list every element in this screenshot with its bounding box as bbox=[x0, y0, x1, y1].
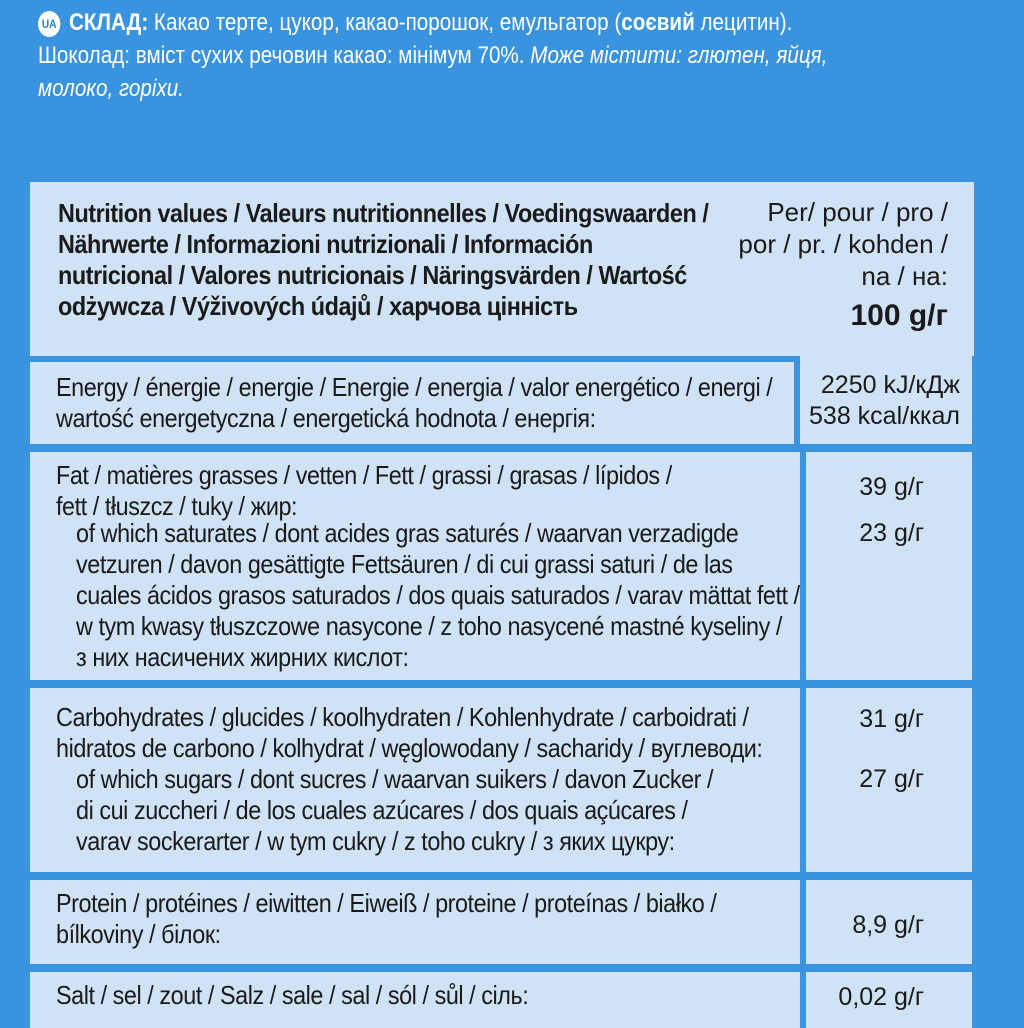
salt-value-cell bbox=[806, 972, 972, 1028]
carbs-label: Carbohydrates / glucides / koolhydraten / Kohlenhydrate / carboidrati / hidratos de carbono / kolhydrat / węglowodany / sacharidy / вуглеводи: bbox=[56, 702, 763, 763]
sugars-value: 27 g/г bbox=[859, 765, 924, 793]
ingredients-label: СКЛАД: bbox=[68, 9, 149, 36]
fat-label-cell bbox=[30, 452, 800, 680]
ingredients-allergen-soy: соєвий bbox=[621, 9, 695, 36]
ingredients-may-contain: Може містити: глютен, яйця, bbox=[530, 42, 828, 69]
ingredients-text-1-end: лецитин). bbox=[694, 9, 793, 36]
protein-label-cell bbox=[30, 880, 800, 964]
ingredients-line-3 bbox=[38, 72, 1001, 105]
ingredients-block bbox=[38, 6, 1001, 105]
energy-label-cell bbox=[30, 362, 794, 444]
salt-label: Salt / sel / zout / Salz / sale / sal / sól / sůl / сіль: bbox=[56, 980, 529, 1010]
fat-value: 39 g/г bbox=[859, 473, 924, 501]
carbs-label-cell bbox=[30, 688, 800, 872]
per-amount: 100 g/г bbox=[850, 299, 948, 332]
fat-value-cell bbox=[806, 452, 972, 680]
protein-value-cell bbox=[806, 880, 972, 964]
ingredients-line-1 bbox=[38, 6, 1001, 39]
ingredients-text-1: Какао терте, цукор, какао-порошок, емульгатор ( bbox=[148, 9, 622, 36]
ua-language-badge: UA bbox=[38, 11, 60, 37]
nutrition-title: Nutrition values / Valeurs nutritionnelles / Voedingswaarden / Nährwerte / Informazioni nutrizionali / Información nutricional / Valores nutricionais / Näringsvärden / Wartość odżywcza / Výživových údajů / харчова цінність bbox=[58, 198, 709, 321]
ingredients-cocoa-content: Шоколад: вміст сухих речовин какао: мінімум 70%. bbox=[38, 42, 531, 69]
energy-label: Energy / énergie / energie / Energie / energia / valor energético / energi / wartość energetyczna / energetická hodnota / енергія: bbox=[56, 372, 773, 433]
energy-value-cell bbox=[800, 356, 972, 444]
fat-label: Fat / matières grasses / vetten / Fett / grassi / grasas / lípidos / fett / tłuszcz / tuky / жир: bbox=[56, 460, 672, 521]
per-label: Per/ pour / pro / por / pr. / kohden / na / на: bbox=[738, 197, 948, 291]
saturates-value: 23 g/г bbox=[859, 519, 924, 547]
ingredients-line-2 bbox=[38, 39, 1001, 72]
salt-label-cell bbox=[30, 972, 800, 1028]
nutrition-header-cell bbox=[30, 182, 974, 356]
salt-value: 0,02 g/г bbox=[838, 983, 924, 1011]
energy-value: 2250 kJ/кДж 538 kcal/ккал bbox=[809, 371, 960, 430]
protein-value: 8,9 g/г bbox=[852, 911, 924, 939]
sugars-label: of which sugars / dont sucres / waarvan suikers / davon Zucker / di cui zuccheri / de los cuales azúcares / dos quais açúcares / varav sockerarter / w tym cukry / z toho cukry / з яких цукру: bbox=[76, 764, 714, 856]
carbs-value: 31 g/г bbox=[859, 705, 924, 733]
ingredients-may-contain-cont: молоко, горіхи. bbox=[38, 75, 185, 102]
carbs-value-cell bbox=[806, 688, 972, 872]
protein-label: Protein / protéines / eiwitten / Eiweiß / proteine / proteínas / białko / bílkoviny / білок: bbox=[56, 888, 717, 949]
saturates-label: of which saturates / dont acides gras saturés / waarvan verzadigde vetzuren / davon gesättigte Fettsäuren / di cui grassi saturi / de las cuales ácidos grasos saturados / dos quais saturados / varav mättat fett / w tym kwasy tłuszczowe nasycone / z toho nasycené mastné kyseliny / з них насичених жирних кислот: bbox=[76, 518, 800, 672]
